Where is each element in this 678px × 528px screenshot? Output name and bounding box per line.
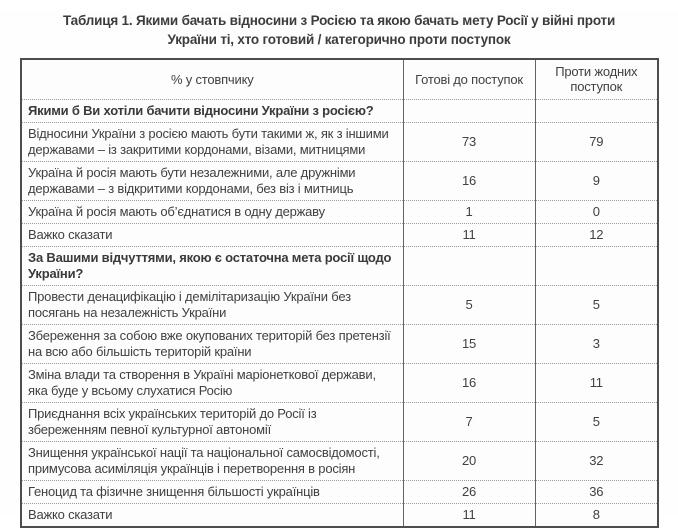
value-cell-against: 9 xyxy=(535,161,658,200)
value-cell-against: 36 xyxy=(535,480,658,503)
table-row xyxy=(21,402,658,441)
value-cell-ready: 15 xyxy=(403,324,535,363)
row-label: Приєднання всіх українських територій до Росії із збереженням певної культурної автономії xyxy=(21,402,403,441)
row-label: Відносини України з росією мають бути такими ж, як з іншими державами – із закритими кордонами, візами, митницями xyxy=(21,122,403,161)
table-row xyxy=(21,285,658,324)
header-cell-ready: Готові до поступок xyxy=(403,59,535,99)
value-cell-against: 79 xyxy=(535,122,658,161)
table-body xyxy=(21,99,658,527)
value-cell-against: 8 xyxy=(535,503,658,527)
table-row xyxy=(21,503,658,527)
value-cell-against: 0 xyxy=(535,200,658,223)
value-cell-ready: 20 xyxy=(403,441,535,480)
value-cell-ready: 7 xyxy=(403,402,535,441)
value-cell-ready: 1 xyxy=(403,200,535,223)
section-row xyxy=(21,99,658,122)
table-header xyxy=(21,59,658,99)
table-row xyxy=(21,363,658,402)
value-cell-against xyxy=(535,246,658,285)
row-label: Провести денацифікацію і демілітаризацію України без посягань на незалежність України xyxy=(21,285,403,324)
table-row xyxy=(21,324,658,363)
value-cell-ready: 26 xyxy=(403,480,535,503)
row-label: Знищення української нації та національної самосвідомості, примусова асиміляція українців і перетворення в росіян xyxy=(21,441,403,480)
value-cell-ready xyxy=(403,99,535,122)
page xyxy=(0,11,678,522)
table-row xyxy=(21,122,658,161)
header-cell-label: % у стовпчику xyxy=(21,59,403,99)
row-label: Зміна влади та створення в Україні маріонеткової держави, яка буде у всьому слухатися Росію xyxy=(21,363,403,402)
table-row xyxy=(21,200,658,223)
section-row xyxy=(21,246,658,285)
value-cell-against: 32 xyxy=(535,441,658,480)
table-row xyxy=(21,223,658,246)
value-cell-ready: 11 xyxy=(403,503,535,527)
value-cell-against: 5 xyxy=(535,285,658,324)
table-row xyxy=(21,161,658,200)
value-cell-ready: 16 xyxy=(403,363,535,402)
section-label: Якими б Ви хотіли бачити відносини України з росією? xyxy=(21,99,403,122)
value-cell-against: 5 xyxy=(535,402,658,441)
row-label: Важко сказати xyxy=(21,503,403,527)
header-row xyxy=(21,59,658,99)
header-cell-against: Проти жодних поступок xyxy=(535,59,658,99)
value-cell-against: 11 xyxy=(535,363,658,402)
value-cell-against: 12 xyxy=(535,223,658,246)
row-label: Геноцид та фізичне знищення більшості українців xyxy=(21,480,403,503)
value-cell-ready: 5 xyxy=(403,285,535,324)
row-label: Збереження за собою вже окупованих територій без претензії на всю або більшість територій країни xyxy=(21,324,403,363)
table-title: Таблиця 1. Якими бачать відносини з Росією та якою бачать мету Росії у війні проти України ті, хто готовий / категорично проти поступок xyxy=(62,13,616,47)
value-cell-ready xyxy=(403,246,535,285)
value-cell-ready: 11 xyxy=(403,223,535,246)
section-label: За Вашими відчуттями, якою є остаточна мета росії щодо України? xyxy=(21,246,403,285)
value-cell-against: 3 xyxy=(535,324,658,363)
table-row xyxy=(21,480,658,503)
row-label: Україна й росія мають бути незалежними, але дружніми державами – з відкритими кордонами, без віз і митниць xyxy=(21,161,403,200)
row-label: Україна й росія мають об’єднатися в одну державу xyxy=(21,200,403,223)
value-cell-ready: 73 xyxy=(403,122,535,161)
value-cell-ready: 16 xyxy=(403,161,535,200)
table-row xyxy=(21,441,658,480)
survey-table xyxy=(20,58,659,528)
row-label: Важко сказати xyxy=(21,223,403,246)
value-cell-against xyxy=(535,99,658,122)
